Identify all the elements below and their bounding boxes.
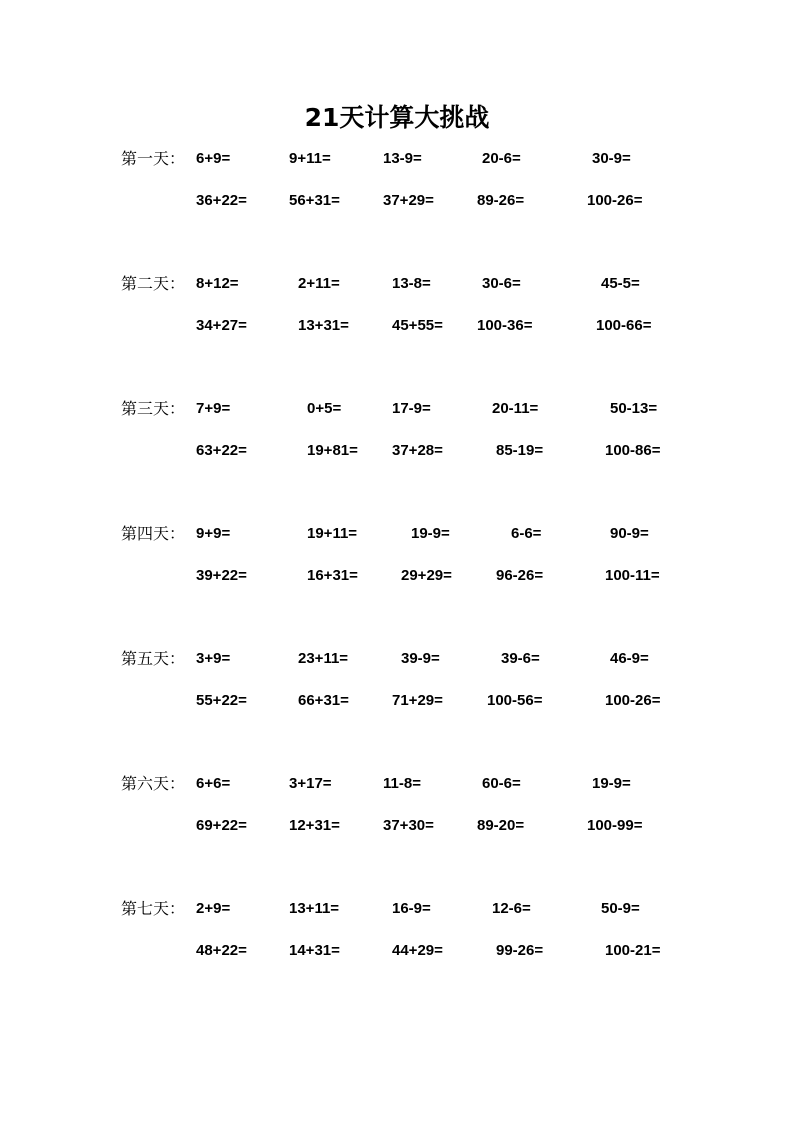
day-block bbox=[0, 399, 794, 483]
math-problem: 13+11= bbox=[289, 900, 340, 917]
math-problem: 6+9= bbox=[196, 150, 231, 167]
page-title: 21天计算大挑战 bbox=[304, 103, 490, 132]
math-problem: 37+28= bbox=[392, 442, 443, 459]
math-problem: 30-6= bbox=[482, 275, 521, 292]
math-problem: 14+31= bbox=[289, 942, 340, 959]
math-problem: 39-9= bbox=[401, 650, 440, 667]
math-problem: 39-6= bbox=[501, 650, 540, 667]
math-problem: 13+31= bbox=[298, 317, 349, 334]
math-problem: 11-8= bbox=[383, 775, 421, 792]
math-problem: 7+9= bbox=[196, 400, 231, 417]
math-problem: 36+22= bbox=[196, 192, 247, 209]
math-problem: 19-9= bbox=[411, 525, 450, 542]
math-problem: 46-9= bbox=[610, 650, 649, 667]
math-problem: 45+55= bbox=[392, 317, 443, 334]
math-problem: 0+5= bbox=[307, 400, 342, 417]
day-label: 第二天： bbox=[121, 274, 186, 293]
math-problem: 13-8= bbox=[392, 275, 431, 292]
math-problem: 45-5= bbox=[601, 275, 640, 292]
math-problem: 100-26= bbox=[605, 692, 661, 709]
math-problem: 100-36= bbox=[477, 317, 533, 334]
math-problem: 63+22= bbox=[196, 442, 247, 459]
math-problem: 55+22= bbox=[196, 692, 247, 709]
math-problem: 23+11= bbox=[298, 650, 349, 667]
math-problem: 3+9= bbox=[196, 650, 231, 667]
math-problem: 2+11= bbox=[298, 275, 340, 292]
day-label: 第六天： bbox=[121, 774, 186, 793]
math-problem: 66+31= bbox=[298, 692, 349, 709]
day-label: 第五天： bbox=[121, 649, 186, 668]
math-problem: 6-6= bbox=[511, 525, 542, 542]
math-problem: 6+6= bbox=[196, 775, 231, 792]
math-problem: 99-26= bbox=[496, 942, 544, 959]
math-problem: 16-9= bbox=[392, 900, 431, 917]
day-block bbox=[0, 774, 794, 858]
math-problem: 9+11= bbox=[289, 150, 331, 167]
math-problem: 56+31= bbox=[289, 192, 340, 209]
math-problem: 44+29= bbox=[392, 942, 443, 959]
math-problem: 20-6= bbox=[482, 150, 521, 167]
day-block bbox=[0, 524, 794, 608]
math-problem: 100-26= bbox=[587, 192, 643, 209]
math-problem: 13-9= bbox=[383, 150, 422, 167]
math-problem: 96-26= bbox=[496, 567, 544, 584]
math-problem: 17-9= bbox=[392, 400, 431, 417]
math-problem: 100-11= bbox=[605, 567, 660, 584]
math-problem: 89-26= bbox=[477, 192, 525, 209]
day-label: 第三天： bbox=[121, 399, 186, 418]
math-problem: 19-9= bbox=[592, 775, 631, 792]
math-problem: 100-21= bbox=[605, 942, 661, 959]
math-problem: 50-13= bbox=[610, 400, 658, 417]
math-problem: 37+29= bbox=[383, 192, 434, 209]
day-block bbox=[0, 149, 794, 233]
math-problem: 71+29= bbox=[392, 692, 443, 709]
math-problem: 100-56= bbox=[487, 692, 543, 709]
day-label: 第四天： bbox=[121, 524, 186, 543]
math-problem: 3+17= bbox=[289, 775, 332, 792]
day-block bbox=[0, 899, 794, 983]
math-problem: 100-86= bbox=[605, 442, 661, 459]
math-problem: 20-11= bbox=[492, 400, 539, 417]
math-problem: 100-66= bbox=[596, 317, 652, 334]
math-problem: 19+81= bbox=[307, 442, 358, 459]
math-problem: 48+22= bbox=[196, 942, 247, 959]
math-problem: 85-19= bbox=[496, 442, 544, 459]
math-problem: 8+12= bbox=[196, 275, 239, 292]
day-label: 第七天： bbox=[121, 899, 186, 918]
math-problem: 60-6= bbox=[482, 775, 521, 792]
math-problem: 100-99= bbox=[587, 817, 643, 834]
math-problem: 29+29= bbox=[401, 567, 452, 584]
math-problem: 89-20= bbox=[477, 817, 525, 834]
math-problem: 90-9= bbox=[610, 525, 649, 542]
math-problem: 12-6= bbox=[492, 900, 531, 917]
day-block bbox=[0, 274, 794, 358]
math-problem: 19+11= bbox=[307, 525, 358, 542]
math-problem: 39+22= bbox=[196, 567, 247, 584]
math-problem: 16+31= bbox=[307, 567, 358, 584]
math-problem: 2+9= bbox=[196, 900, 231, 917]
day-block bbox=[0, 649, 794, 733]
math-problem: 37+30= bbox=[383, 817, 434, 834]
math-problem: 30-9= bbox=[592, 150, 631, 167]
math-problem: 50-9= bbox=[601, 900, 640, 917]
math-problem: 69+22= bbox=[196, 817, 247, 834]
day-label: 第一天： bbox=[121, 149, 186, 168]
math-problem: 34+27= bbox=[196, 317, 247, 334]
math-problem: 12+31= bbox=[289, 817, 340, 834]
math-problem: 9+9= bbox=[196, 525, 231, 542]
